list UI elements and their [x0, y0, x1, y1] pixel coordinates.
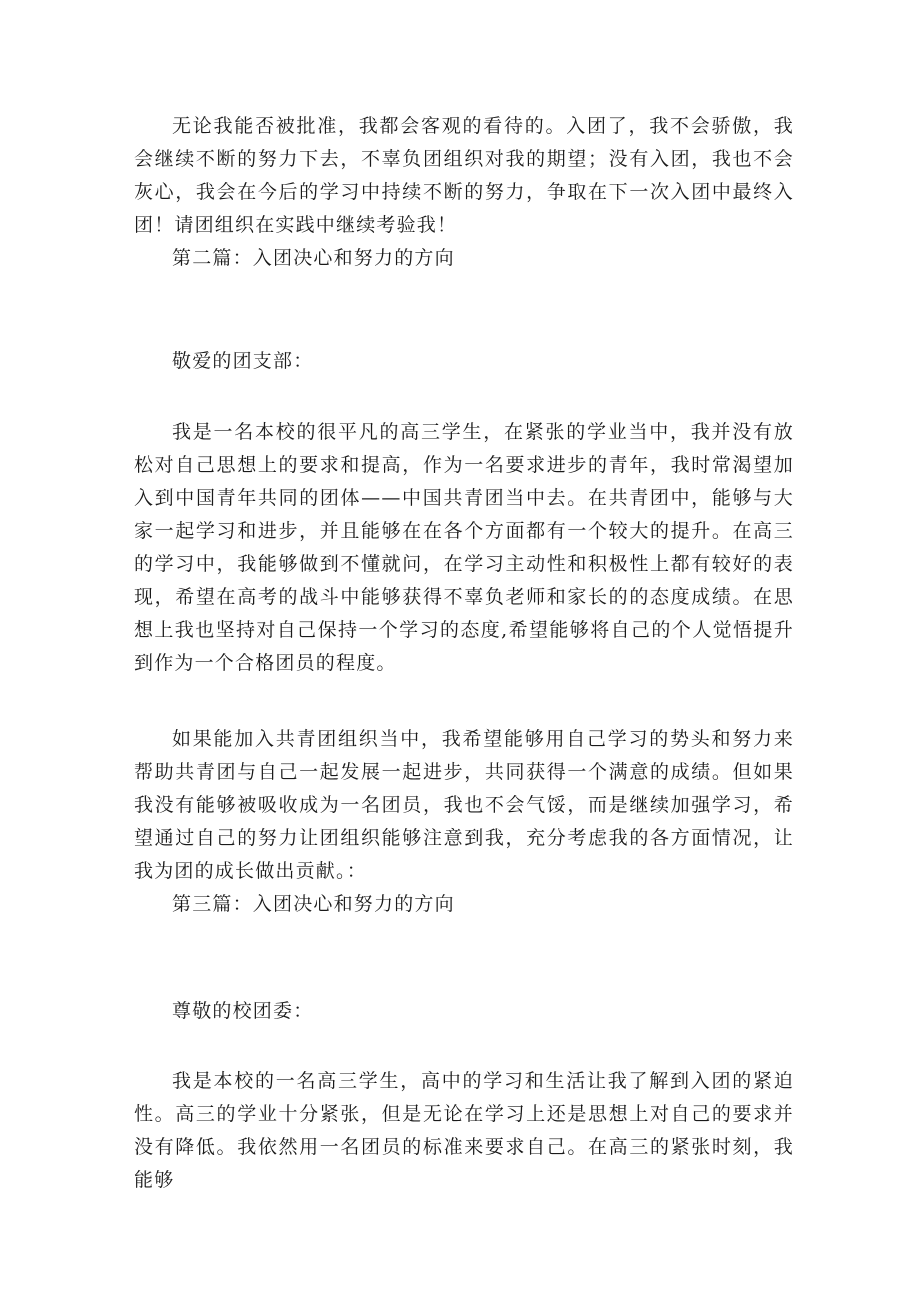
paragraph: 我是本校的一名高三学生，高中的学习和生活让我了解到入团的紧迫性。高三的学业十分紧张，但是无论在学习上还是思想上对自己的要求并没有降低。我依然用一名团员的标准来要求自己。在高三的紧张时刻，我能够	[134, 1070, 794, 1191]
paragraph: 如果能加入共青团组织当中，我希望能够用自己学习的势头和努力来帮助共青团与自己一起发展一起进步，共同获得一个满意的成绩。但如果我没有能够被吸收成为一名团员，我也不会气馁，而是继续加强学习，希望通过自己的努力让团组织能够注意到我，充分考虑我的各方面情况，让我为团的成长做出贡献。：	[134, 728, 794, 882]
section-heading: 第三篇：入团决心和努力的方向	[172, 893, 455, 915]
salutation-block-2	[134, 345, 794, 378]
paragraph: 我是一名本校的很平凡的高三学生，在紧张的学业当中，我并没有放松对自己思想上的要求和提高，作为一名要求进步的青年，我时常渴望加入到中国青年共同的团体——中国共青团当中去。在共青团中，能够与大家一起学习和进步，并且能够在在各个方面都有一个较大的提升。在高三的学习中，我能够做到不懂就问，在学习主动性和积极性上都有较好的表现，希望在高考的战斗中能够获得不辜负老师和家长的的态度成绩。在思想上我也坚持对自己保持一个学习的态度,希望能够将自己的个人觉悟提升到作为一个合格团员的程度。	[134, 421, 794, 674]
section-heading: 第二篇：入团决心和努力的方向	[172, 247, 455, 269]
paragraph-block-3	[134, 723, 794, 921]
paragraph: 无论我能否被批准，我都会客观的看待的。入团了，我不会骄傲，我会继续不断的努力下去，不辜负团组织对我的期望；没有入团，我也不会灰心，我会在今后的学习中持续不断的努力，争取在下一次入团中最终入团！请团组织在实践中继续考验我！	[134, 115, 794, 236]
paragraph-block-1	[134, 110, 794, 275]
paragraph-block-4	[134, 1065, 794, 1197]
salutation: 敬爱的团支部：	[172, 350, 314, 372]
salutation: 尊敬的校团委：	[172, 1000, 314, 1022]
paragraph-block-2	[134, 416, 794, 680]
salutation-block-3	[134, 995, 794, 1028]
